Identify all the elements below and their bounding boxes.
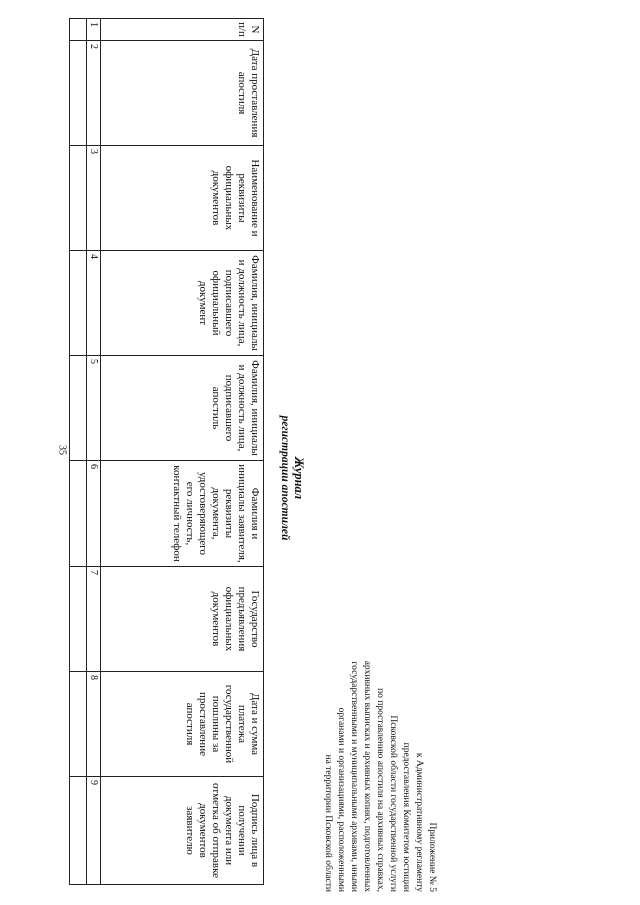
- column-number: 4: [87, 251, 101, 356]
- title-line-1: Журнал: [292, 456, 306, 500]
- appendix-line: архивных выписках и архивных копиях, подготовленных: [362, 660, 372, 892]
- column-number: 1: [87, 19, 101, 41]
- empty-cell: [70, 41, 87, 146]
- appendix-line: органами и организациями, расположенными: [336, 707, 346, 892]
- journal-title: [278, 368, 306, 588]
- appendix-line: государственными и муниципальными архивами, иными: [349, 661, 359, 892]
- journal-table: [69, 18, 264, 885]
- title-line-2: регистрации апостилей: [279, 415, 291, 541]
- column-number: 6: [87, 461, 101, 567]
- header-cell: N п/п: [101, 19, 264, 41]
- empty-cell: [70, 19, 87, 41]
- empty-cell: [70, 777, 87, 885]
- column-number: 5: [87, 356, 101, 461]
- header-cell: Дата и сумма платежа государственной пошлины за проставление апостиля: [101, 672, 264, 777]
- appendix-line: Приложение № 5: [427, 822, 437, 892]
- header-row: [101, 19, 264, 885]
- appendix-line: к Административному регламенту: [414, 752, 424, 892]
- column-number: 7: [87, 567, 101, 672]
- page-number: 35: [56, 445, 68, 455]
- empty-cell: [70, 251, 87, 356]
- column-number: 2: [87, 41, 101, 146]
- header-cell: Государство предъявления официальных документов: [101, 567, 264, 672]
- appendix-note: [321, 52, 438, 892]
- empty-cell: [70, 356, 87, 461]
- header-cell: Фамилия, инициалы и должность лица, подписавшего официальный документ: [101, 251, 264, 356]
- rotated-content: [46, 12, 446, 892]
- empty-cell: [70, 567, 87, 672]
- column-number-row: [87, 19, 101, 885]
- empty-cell: [70, 672, 87, 777]
- empty-cell: [70, 461, 87, 567]
- appendix-line: Псковской области государственной услуги: [388, 715, 398, 892]
- header-cell: Подпись лица в получении документа или отметка об отправке документов заявителю: [101, 777, 264, 885]
- header-cell: Фамилия, инициалы и должность лица, подписавшего апостиль: [101, 356, 264, 461]
- empty-cell: [70, 146, 87, 251]
- appendix-line: предоставления Комитетом юстиции: [401, 742, 411, 892]
- appendix-line: по проставлению апостиля на архивных справках,: [375, 688, 385, 892]
- header-cell: Дата проставления апостиля: [101, 41, 264, 146]
- header-cell: Фамилия и инициалы заявителя, реквизиты документа, удостоверяющего его личность, контактный телефон: [101, 461, 264, 567]
- column-number: 9: [87, 777, 101, 885]
- column-number: 8: [87, 672, 101, 777]
- column-number: 3: [87, 146, 101, 251]
- appendix-line: на территории Псковской области: [323, 754, 333, 892]
- header-cell: Наименование и реквизиты официальных документов: [101, 146, 264, 251]
- empty-row: [70, 19, 87, 885]
